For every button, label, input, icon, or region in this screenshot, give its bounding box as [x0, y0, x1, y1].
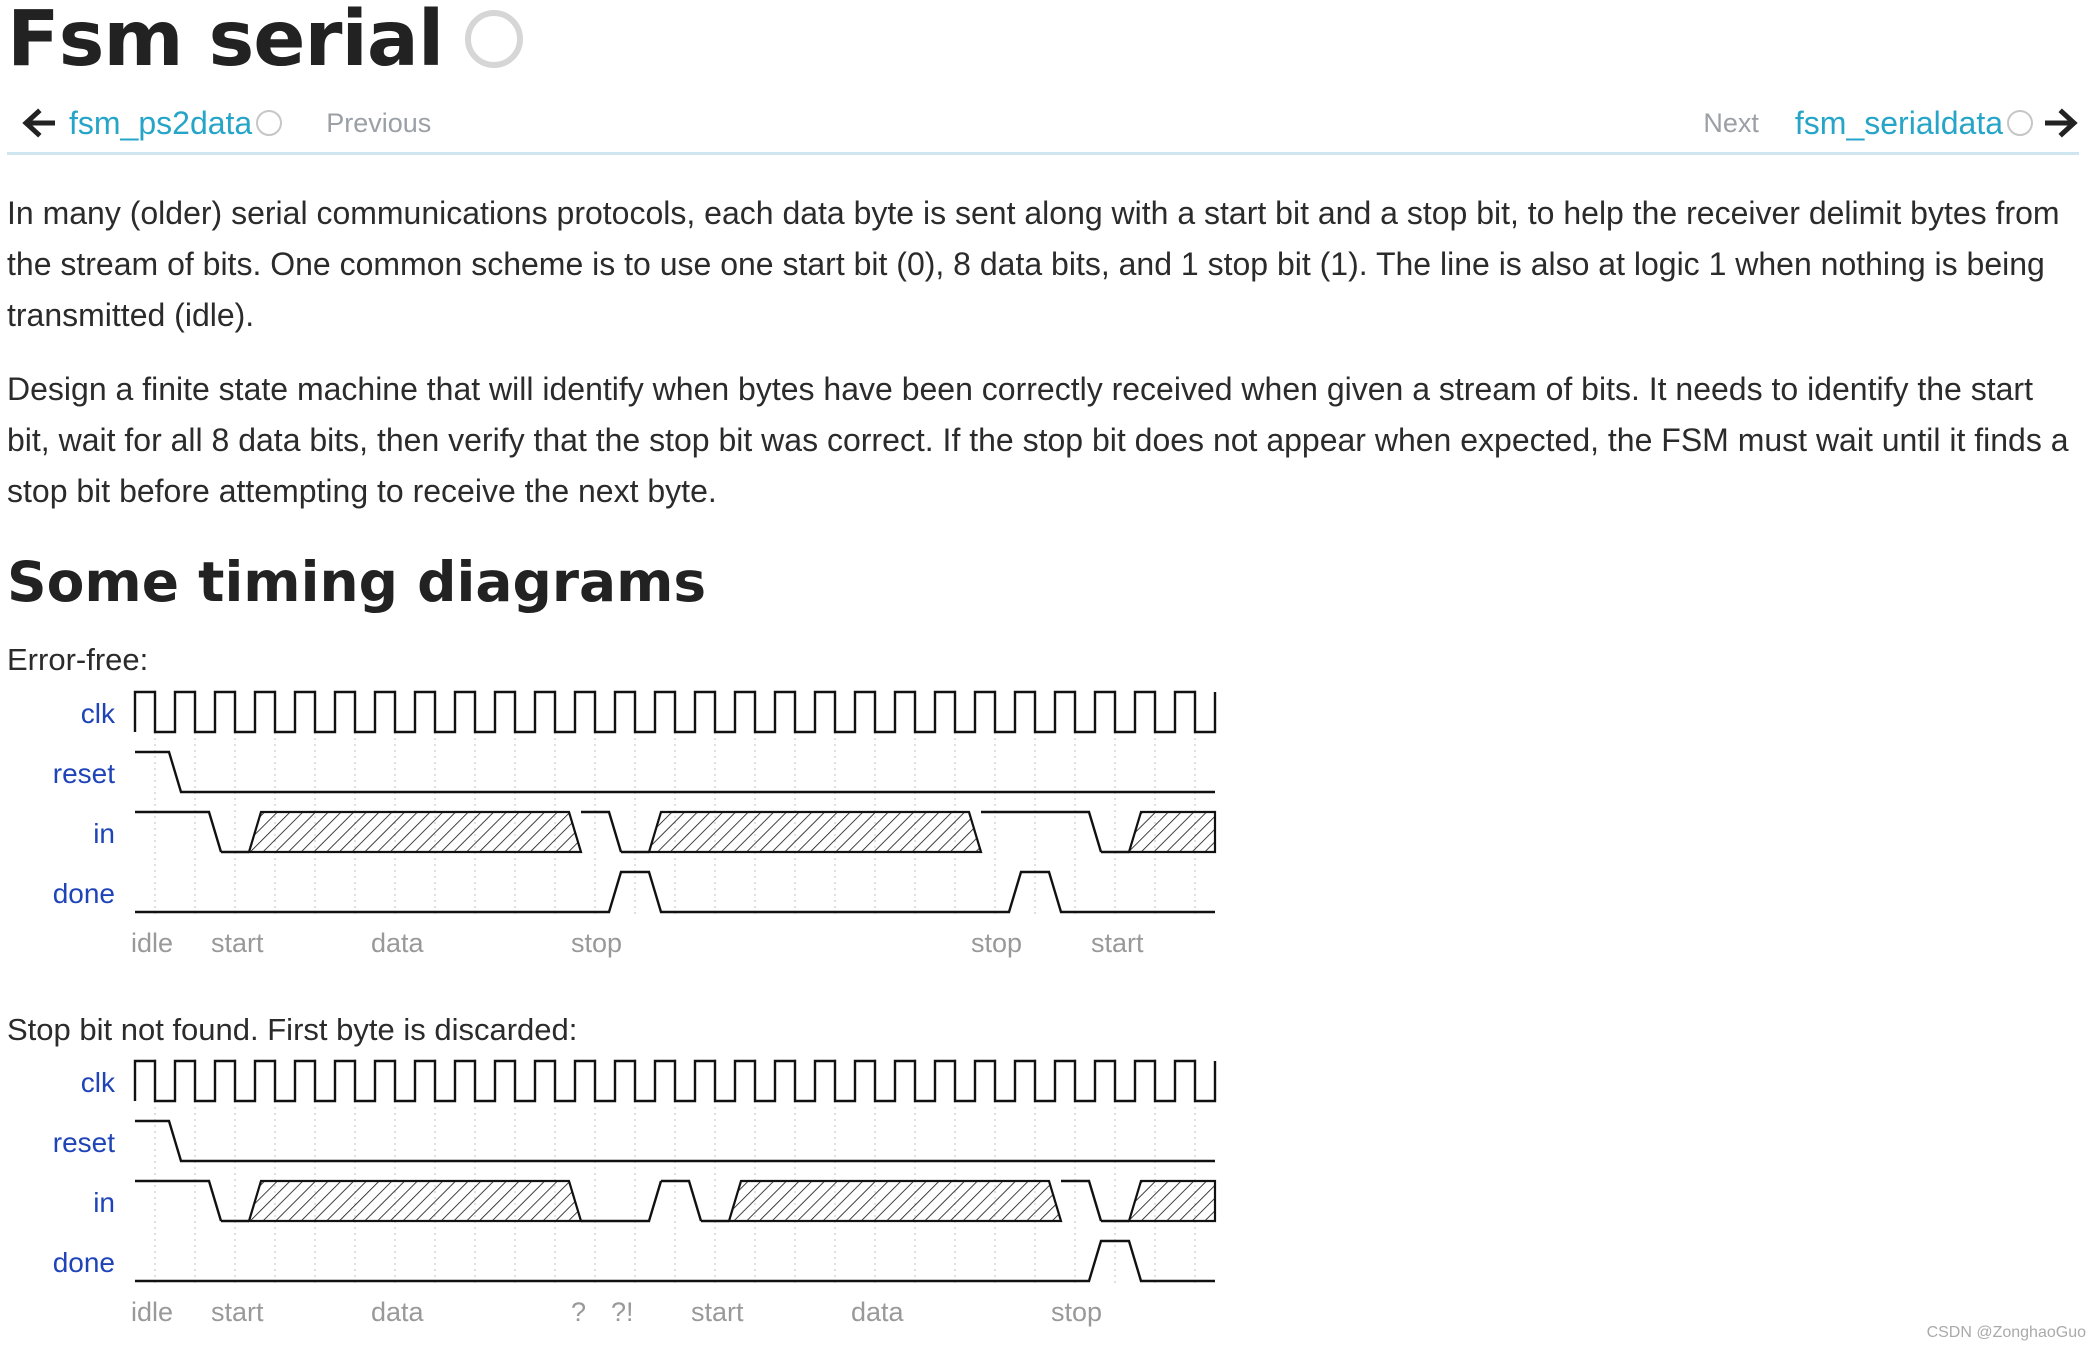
next-label: Next	[1703, 107, 1759, 138]
in-data-block	[1129, 812, 1215, 852]
state-annotation: ?	[571, 1297, 587, 1327]
state-annotation: start	[211, 928, 264, 958]
done-signal-label: done	[52, 878, 115, 909]
state-annotation: data	[371, 1297, 424, 1327]
page-title: Fsm serial	[7, 0, 444, 84]
in-data-block	[1129, 1181, 1215, 1221]
state-annotation: data	[371, 928, 424, 958]
problem-navigation	[7, 100, 2079, 152]
timing-diagram-stop-not-found	[27, 1049, 1227, 1339]
state-annotation: idle	[131, 1297, 174, 1327]
nav-next-group	[1703, 100, 2079, 146]
state-annotation: ?!	[611, 1297, 634, 1327]
clk-waveform	[135, 692, 1215, 732]
task-paragraph: Design a finite state machine that will identify when bytes have been correctly received when given a stream of bits. It needs to identify the start bit, wait for all 8 data bits, then verify that the stop bit was correct. If the stop bit does not appear when expected, the FSM must wait until it finds a stop bit before attempting to receive the next byte.	[7, 371, 2069, 509]
in-signal-label: in	[93, 818, 115, 849]
previous-label: Previous	[326, 107, 432, 138]
in-data-block	[249, 812, 581, 852]
reset-signal-label: reset	[52, 1127, 115, 1158]
nav-divider	[7, 152, 2079, 155]
prev-problem-link[interactable]: fsm_ps2data	[69, 104, 253, 141]
timing-diagram-error-free	[27, 680, 1227, 970]
clk-signal-label: clk	[80, 1067, 115, 1098]
in-signal-label: in	[93, 1187, 115, 1218]
done-signal-label: done	[52, 1247, 115, 1278]
in-data-block	[649, 812, 981, 852]
next-problem-link[interactable]: fsm_serialdata	[1794, 104, 2003, 141]
state-annotation: data	[851, 1297, 904, 1327]
in-data-block	[249, 1181, 581, 1221]
state-annotation: idle	[131, 928, 174, 958]
clk-waveform	[135, 1061, 1215, 1101]
watermark: CSDN @ZonghaoGuo	[1926, 1324, 2086, 1341]
section-heading: Some timing diagrams	[7, 550, 707, 614]
diagram-caption-error-free: Error-free:	[7, 642, 149, 677]
state-annotation: start	[1091, 928, 1144, 958]
diagram-caption-stop-not-found: Stop bit not found. First byte is discarded:	[7, 1012, 578, 1047]
in-data-block	[729, 1181, 1061, 1221]
state-annotation: stop	[571, 928, 623, 958]
state-annotation: stop	[971, 928, 1023, 958]
completion-circle-icon	[465, 10, 523, 68]
nav-prev-group	[21, 100, 431, 146]
reset-signal-label: reset	[52, 758, 115, 789]
state-annotation: start	[211, 1297, 264, 1327]
state-annotation: stop	[1051, 1297, 1103, 1327]
clk-signal-label: clk	[80, 698, 115, 729]
next-completion-circle-icon	[2007, 110, 2033, 136]
arrow-left-icon[interactable]	[21, 108, 55, 138]
intro-paragraph: In many (older) serial communications protocols, each data byte is sent along with a start bit and a stop bit, to help the receiver delimit bytes from the stream of bits. One common scheme is to use one start bit (0), 8 data bits, and 1 stop bit (1). The line is also at logic 1 when nothing is being transmitted (idle).	[7, 195, 2060, 333]
prev-completion-circle-icon	[256, 110, 282, 136]
state-annotation: start	[691, 1297, 744, 1327]
arrow-right-icon[interactable]	[2045, 108, 2079, 138]
title-row	[7, 0, 523, 84]
